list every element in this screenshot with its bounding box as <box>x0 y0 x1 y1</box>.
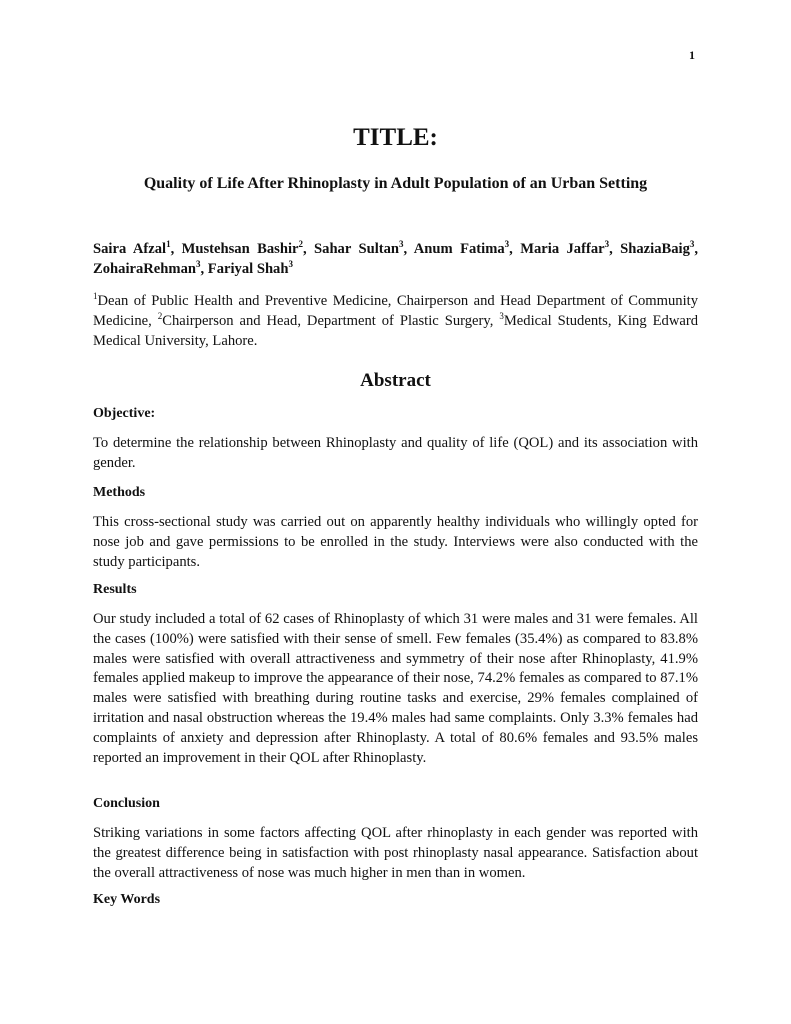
methods-text: This cross-sectional study was carried out on apparently healthy individuals who willingly opted for nose job and gave permissions to be enrolled in the study. Interviews were also conducted with the study participants. <box>93 514 698 570</box>
author: Mustehsan Bashir$^2$, <box>181 239 315 257</box>
affiliation: Chairperson and Head, Department of Plastic Surgery, <box>162 312 500 329</box>
author: Sahar Sultan$^3$, <box>314 239 414 257</box>
affiliations: $^1$Dean of Public Health and Preventive Medicine, Chairperson and Head Department of Community Medicine, $^2$Chairperson and Head, Department of Plastic Surgery, $^3$Medical Students, King Edward Medical University, Lahore. <box>93 291 698 349</box>
results-text: Our study included a total of 62 cases of Rhinoplasty of which 31 were males and 31 were females. All the cases (100%) were satisfied with their sense of smell. Few females (35.4%) as compared to 83.8% males were satisfied with overall attractiveness and symmetry of their nose after Rhinoplasty, 41.9% females applied makeup to improve the appearance of their nose, 74.2% females as compared to 87.1% males were satisfied with breathing during routine tasks and exercise, 29% females complained of irritation and nasal obstruction whereas the 19.4% males had same complaints. Only 3.3% females had complaints of anxiety and depression after Rhinoplasty. A total of 80.6% females and 93.5% males reported an improvement in their QOL after Rhinoplasty. <box>93 611 698 766</box>
page-title: TITLE: <box>353 124 438 151</box>
keywords-heading: Key Words <box>93 892 161 907</box>
conclusion-text: Striking variations in some factors affecting QOL after rhinoplasty in each gender was reported with the greatest difference being in satisfaction with post rhinoplasty nasal appearance. Satisfaction about the overall attractiveness of nose was much higher in men than in women. <box>93 825 698 881</box>
author-list <box>93 240 698 280</box>
paper-title: Quality of Life After Rhinoplasty in Adult Population of an Urban Setting <box>143 175 648 192</box>
author: Saira Afzal$^1$, <box>93 239 182 257</box>
affiliation: Dean of Public Health and Preventive Medicine, Chairperson and Head Department of Community Medicine, <box>93 293 698 329</box>
objective-text: To determine the relationship between Rhinoplasty and quality of life (QOL) and its association with gender. <box>93 435 698 471</box>
methods-heading: Methods <box>93 485 146 500</box>
author: ZohairaRehman$^3$, <box>93 258 208 277</box>
affiliation: Medical Students, King Edward Medical University, Lahore. <box>93 312 698 349</box>
author: Anum Fatima$^3$, <box>413 239 521 257</box>
author: ShaziaBaig$^3$, <box>620 239 699 257</box>
author: Fariyal Shah$^3$ <box>207 258 293 277</box>
abstract-heading: Abstract <box>360 370 431 391</box>
page-number: 1 <box>689 48 695 62</box>
author: Maria Jaffar$^3$, <box>520 239 621 257</box>
conclusion-heading: Conclusion <box>93 796 160 811</box>
objective-heading: Objective: <box>93 406 156 421</box>
results-heading: Results <box>93 582 137 597</box>
